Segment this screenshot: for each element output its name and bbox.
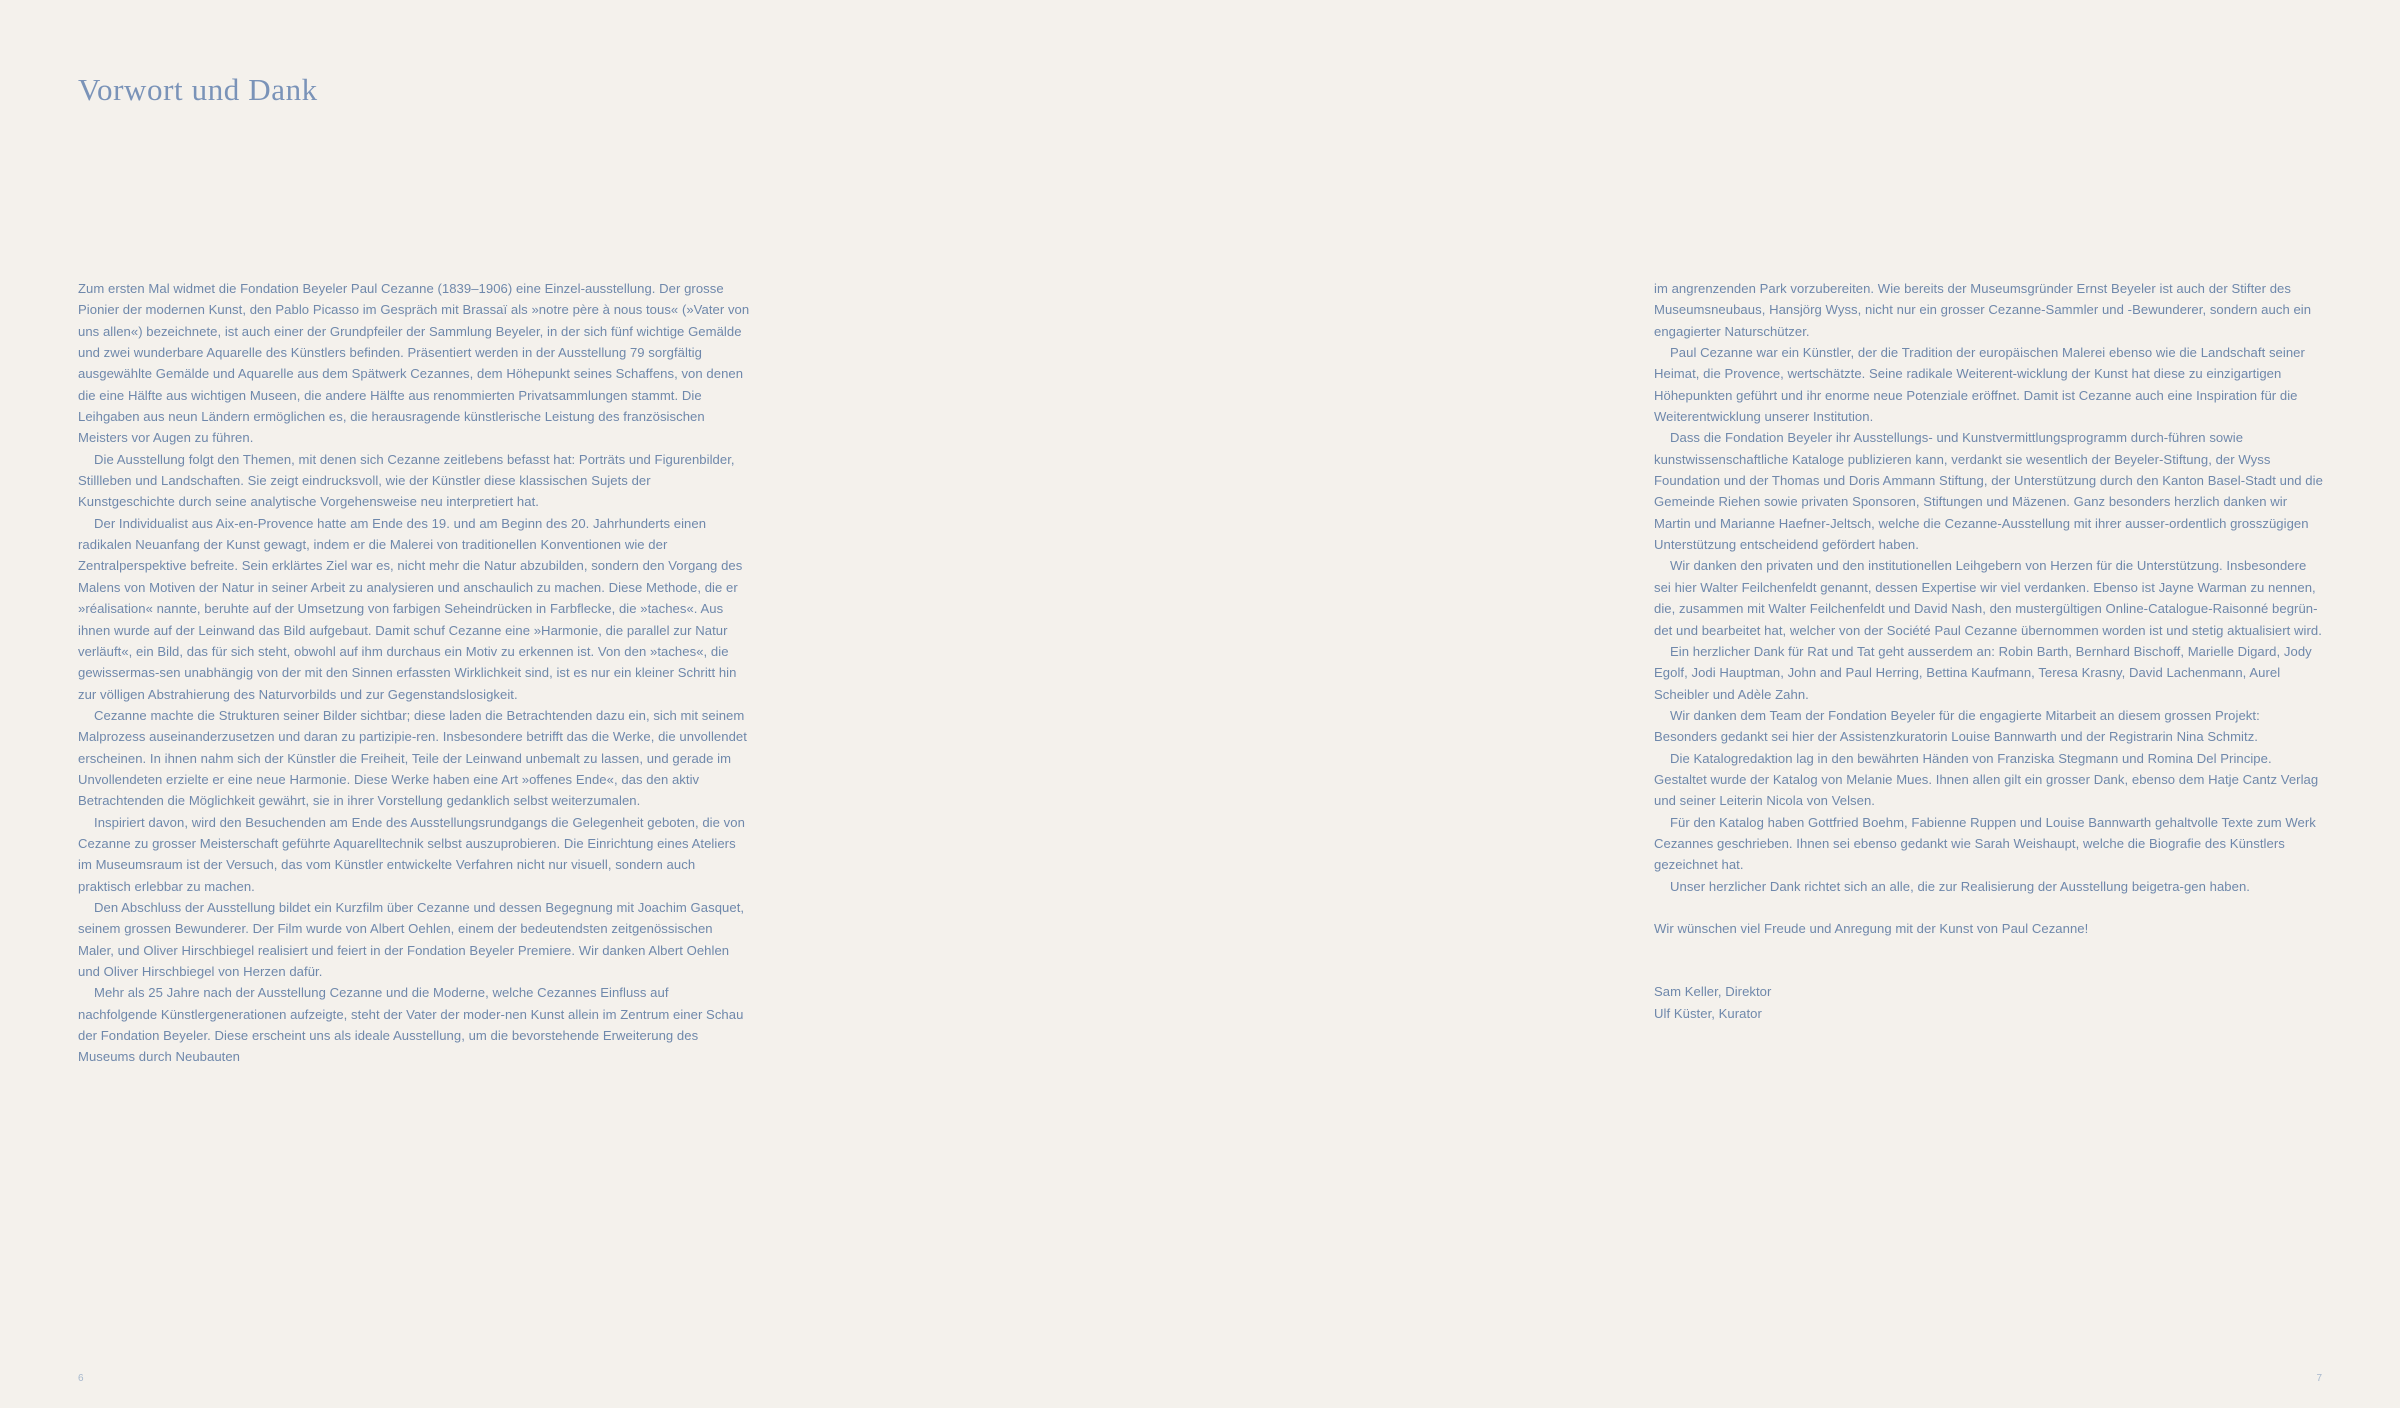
paragraph: Ein herzlicher Dank für Rat und Tat geht ausserdem an: Robin Barth, Bernhard Bischoff, Marielle Digard, Jody Egolf, Jodi Hauptman, John and Paul Herring, Bettina Kaufmann, Teresa Krasny, David Lachenmann, Aurel Scheibler und Adèle Zahn. [1654,643,2312,702]
paragraph: Unser herzlicher Dank richtet sich an alle, die zur Realisierung der Ausstellung beigetra-gen haben. [1670,878,2250,894]
closing-line: Wir wünschen viel Freude und Anregung mit der Kunst von Paul Cezanne! [1654,920,2089,936]
paragraph: Paul Cezanne war ein Künstler, der die Tradition der europäischen Malerei ebenso wie die Landschaft seiner Heimat, die Provence, wertschätzte. Seine radikale Weiterent-wicklung der Kunst hat diese zu einzigartigen Höhepunkten geführt und ihr enorme neue Potenziale eröffnet. Damit ist Cezanne auch eine Inspiration für die Weiterentwicklung unserer Institution. [1654,345,2305,425]
page-number-right: 7 [2316,1373,2322,1384]
paragraph: Den Abschluss der Ausstellung bildet ein Kurzfilm über Cezanne und dessen Begegnung mit Joachim Gasquet, seinem grossen Bewunderer. Der Film wurde von Albert Oehlen, einem der bedeutendsten zeitgenössischen Maler, und Oliver Hirschbiegel realisiert und feiert in der Fondation Beyeler Premiere. Wir danken Albert Oehlen und Oliver Hirschbiegel von Herzen dafür. [78,899,745,979]
signature-block [1654,981,2326,1024]
paragraph: Wir danken dem Team der Fondation Beyeler für die engagierte Mitarbeit an diesem grossen Projekt: Besonders gedankt sei hier der Assistenzkuratorin Louise Bannwarth und der Registrarin Nina Schmitz. [1654,707,2260,745]
paragraph: Für den Katalog haben Gottfried Boehm, Fabienne Ruppen und Louise Bannwarth gehaltvolle Texte zum Werk Cezannes geschrieben. Ihnen sei ebenso gedankt wie Sarah Weishaupt, welche die Biografie des Künstlers gezeichnet hat. [1654,814,2316,873]
signature-line: Sam Keller, Direktor [1654,984,1772,1000]
right-column-text [1654,278,2326,1024]
signature-line: Ulf Küster, Kurator [1654,1005,1762,1021]
paragraph: Mehr als 25 Jahre nach der Ausstellung Cezanne und die Moderne, welche Cezannes Einfluss auf nachfolgende Künstlergenerationen aufzeigte, steht der Vater der moder-nen Kunst allein im Zentrum einer Schau der Fondation Beyeler. Diese erscheint uns als ideale Ausstellung, um die bevorstehende Erweiterung des Museums durch Neubauten [78,985,744,1065]
page-title: Vorwort und Dank [78,72,318,107]
paragraph: Inspiriert davon, wird den Besuchenden am Ende des Ausstellungsrundgangs die Gelegenheit geboten, die von Cezanne zu grosser Meisterschaft geführte Aquarelltechnik selbst auszuprobieren. Die Einrichtung eines Ateliers im Museumsraum ist der Versuch, das vom Künstler entwickelte Verfahren nicht nur visuell, sondern auch praktisch erlebbar zu machen. [78,814,745,894]
paragraph: Wir danken den privaten und den institutionellen Leihgebern von Herzen für die Unterstützung. Insbesondere sei hier Walter Feilchenfeldt genannt, dessen Expertise wir viel verdanken. Ebenso ist Jayne Warman zu nennen, die, zusammen mit Walter Feilchenfeldt und David Nash, den mustergültigen Online-Catalogue-Raisonné begrün-det und bearbeitet hat, welcher von der Société Paul Cezanne übernommen worden ist und stetig aktualisiert wird. [1654,558,2322,638]
left-column-text [78,278,750,1068]
paragraph: Cezanne machte die Strukturen seiner Bilder sichtbar; diese laden die Betrachtenden dazu ein, sich mit seinem Malprozess auseinanderzusetzen und daran zu partizipie-ren. Insbesondere betrifft das die Werke, die unvollendet erscheinen. In ihnen nahm sich der Künstler die Freiheit, Teile der Leinwand unbemalt zu lassen, und gerade im Unvollendeten erzielte er eine neue Harmonie. Diese Werke haben eine Art »offenes Ende«, das den aktiv Betrachtenden die Möglichkeit gewährt, sie in ihrer Vorstellung gedanklich selbst weiterzumalen. [78,707,747,809]
page-number-left: 6 [78,1373,84,1384]
paragraph: im angrenzenden Park vorzubereiten. Wie bereits der Museumsgründer Ernst Beyeler ist auch der Stifter des Museumsneubaus, Hansjörg Wyss, nicht nur ein grosser Cezanne-Sammler und -Bewunderer, sondern auch ein engagierter Naturschützer. [1654,281,2312,339]
paragraph: Die Ausstellung folgt den Themen, mit denen sich Cezanne zeitlebens befasst hat: Porträts und Figurenbilder, Stillleben und Landschaften. Sie zeigt eindrucksvoll, wie der Künstler diese klassischen Sujets der Kunstgeschichte durch seine analytische Vorgehensweise neu interpretiert hat. [78,451,735,510]
paragraph: Zum ersten Mal widmet die Fondation Beyeler Paul Cezanne (1839–1906) eine Einzel-ausstellung. Der grosse Pionier der modernen Kunst, den Pablo Picasso im Gespräch mit Brassaï als »notre père à nous tous« (»Vater von uns allen«) bezeichnete, ist auch einer der Grundpfeiler der Sammlung Beyeler, in der sich fünf wichtige Gemälde und zwei wunderbare Aquarelle des Künstlers befinden. Präsentiert werden in der Ausstellung 79 sorgfältig ausgewählte Gemälde und Aquarelle aus dem Spätwerk Cezannes, dem Höhepunkt seines Schaffens, von denen die eine Hälfte aus wichtigen Museen, die andere Hälfte aus renommierten Privatsammlungen stammt. Die Leihgaben aus neun Ländern ermöglichen es, die herausragende künstlerische Leistung des französischen Meisters vor Augen zu führen. [78,281,750,446]
paragraph: Dass die Fondation Beyeler ihr Ausstellungs- und Kunstvermittlungsprogramm durch-führen sowie kunstwissenschaftliche Kataloge publizieren kann, verdankt sie wesentlich der Beyeler-Stiftung, der Wyss Foundation und der Thomas und Doris Ammann Stiftung, der Unterstützung durch den Kanton Basel-Stadt und die Gemeinde Riehen sowie privaten Sponsoren, Stiftungen und Mäzenen. Ganz besonders herzlich danken wir Martin und Marianne Haefner-Jeltsch, welche die Cezanne-Ausstellung mit ihrer ausser-ordentlich grosszügigen Unterstützung entscheidend gefördert haben. [1654,430,2323,553]
paragraph: Der Individualist aus Aix-en-Provence hatte am Ende des 19. und am Beginn des 20. Jahrhunderts einen radikalen Neuanfang der Kunst gewagt, indem er die Malerei von traditionellen Konventionen wie der Zentralperspektive befreite. Sein erklärtes Ziel war es, nicht mehr die Natur abzubilden, sondern den Vorgang des Malens von Motiven der Natur in seiner Arbeit zu analysieren und anschaulich zu machen. Diese Methode, die er »réalisation« nannte, beruhte auf der Umsetzung von farbigen Seheindrücken in Farbflecke, die »taches«. Aus ihnen wurde auf der Leinwand das Bild aufgebaut. Damit schuf Cezanne eine »Harmonie, die parallel zur Natur verläuft«, ein Bild, das für sich steht, obwohl auf ihm durchaus ein Motiv zu erkennen ist. Von den »taches«, die gewissermas-sen unabhängig von der mit den Sinnen erfassten Wirklichkeit sind, ist es nur ein kleiner Schritt hin zur völligen Abstrahierung des Naturvorbilds und zur Gegenstandslosigkeit. [78,515,743,702]
paragraph: Die Katalogredaktion lag in den bewährten Händen von Franziska Stegmann und Romina Del Principe. Gestaltet wurde der Katalog von Melanie Mues. Ihnen allen gilt ein grosser Dank, ebenso dem Hatje Cantz Verlag und seiner Leiterin Nicola von Velsen. [1654,750,2319,809]
